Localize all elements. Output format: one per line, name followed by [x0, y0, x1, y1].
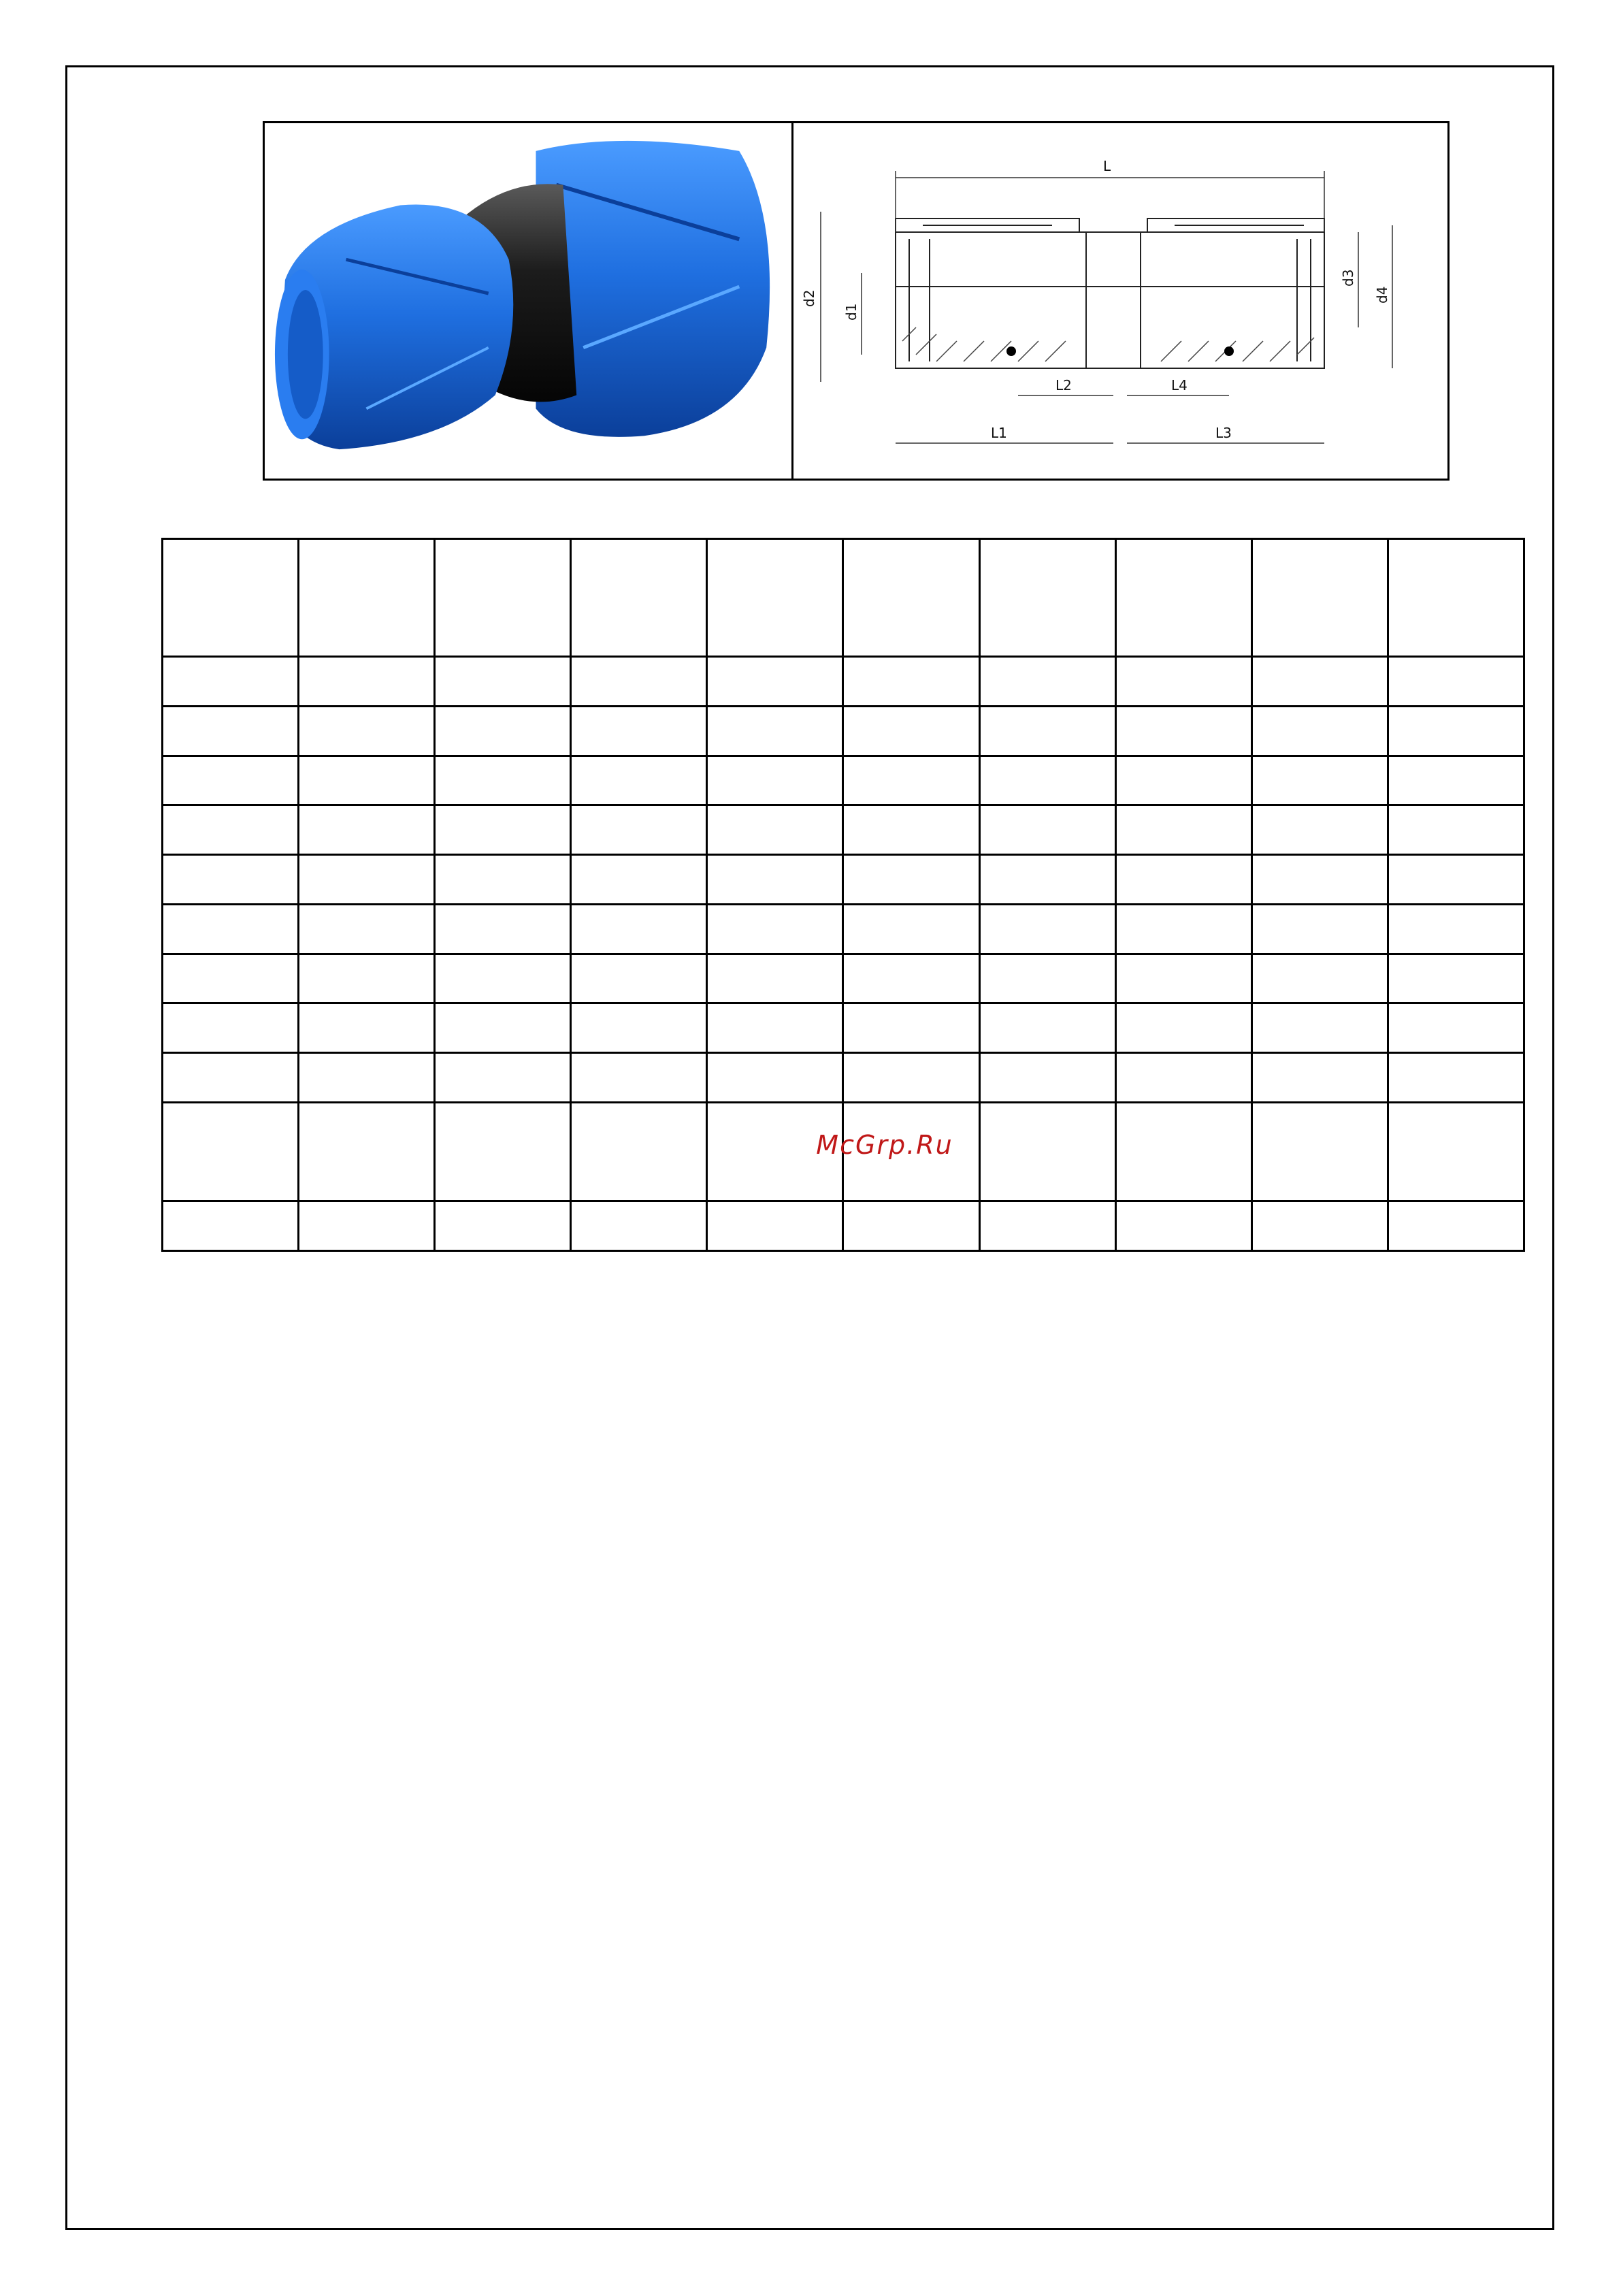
table-cell: [435, 657, 571, 707]
table-cell: [163, 855, 299, 905]
table-cell: [979, 904, 1115, 954]
table-cell: [163, 954, 299, 1003]
table-cell: [707, 954, 843, 1003]
table-cell: [979, 954, 1115, 1003]
table-cell: [571, 539, 707, 657]
dim-label-L: L: [1103, 158, 1111, 174]
table-cell: [1251, 756, 1388, 805]
table-cell: [1115, 756, 1251, 805]
table-row: [163, 1003, 1524, 1053]
table-cell: [843, 539, 979, 657]
table-cell: [1251, 805, 1388, 855]
table-cell: [571, 1003, 707, 1053]
table-cell: [1251, 855, 1388, 905]
table-cell: [435, 904, 571, 954]
table-row: [163, 954, 1524, 1003]
table-cell: [435, 539, 571, 657]
table-cell: [979, 539, 1115, 657]
table-cell: [843, 1201, 979, 1251]
table-cell: [571, 1053, 707, 1103]
table-cell: [979, 706, 1115, 756]
table-cell: [299, 1102, 435, 1201]
table-cell: [1388, 539, 1524, 657]
table-cell: [299, 954, 435, 1003]
table-row: [163, 1053, 1524, 1103]
table-cell: [571, 1201, 707, 1251]
table-cell: [707, 756, 843, 805]
table-cell: [1115, 954, 1251, 1003]
table-row: [163, 904, 1524, 954]
table-cell: [707, 855, 843, 905]
table-cell: [299, 1003, 435, 1053]
table-cell: [299, 1053, 435, 1103]
table-cell: [843, 706, 979, 756]
table-cell: [1388, 1053, 1524, 1103]
table-cell: [1388, 657, 1524, 707]
product-photo: [265, 123, 793, 479]
dim-label-d3: d3: [1340, 269, 1356, 287]
table-cell: [1115, 904, 1251, 954]
table-cell: [435, 1201, 571, 1251]
table-cell: [1251, 1053, 1388, 1103]
table-cell: [163, 1201, 299, 1251]
table-cell: [1388, 756, 1524, 805]
technical-drawing: [793, 123, 1447, 479]
table-cell: [435, 954, 571, 1003]
table-cell: [843, 1053, 979, 1103]
table-cell: [707, 904, 843, 954]
dim-label-L1: L1: [991, 425, 1007, 441]
table-cell: [299, 706, 435, 756]
table-cell: [1115, 855, 1251, 905]
table-cell: [1388, 805, 1524, 855]
dim-label-L3: L3: [1215, 425, 1232, 441]
table-cell: [843, 855, 979, 905]
table-cell: [163, 1102, 299, 1201]
table-cell: [163, 706, 299, 756]
table-cell: [435, 1053, 571, 1103]
table-cell: [979, 1053, 1115, 1103]
table-cell: [571, 805, 707, 855]
table-cell: [1251, 954, 1388, 1003]
table-cell: [435, 756, 571, 805]
fitting-photo-illustration: [265, 123, 791, 479]
dim-label-L2: L2: [1055, 377, 1072, 393]
table-cell: [1388, 904, 1524, 954]
table-cell: [1115, 539, 1251, 657]
watermark: McGrp.Ru: [816, 1130, 953, 1160]
table-cell: [571, 855, 707, 905]
table-cell: [435, 1102, 571, 1201]
table-cell: [163, 756, 299, 805]
table-cell: [299, 756, 435, 805]
table-cell: [435, 706, 571, 756]
table-cell: [435, 1003, 571, 1053]
table-cell: [707, 1201, 843, 1251]
dim-label-d4: d4: [1374, 286, 1390, 304]
table-cell: [1251, 657, 1388, 707]
table-cell: [843, 954, 979, 1003]
table-cell: [299, 904, 435, 954]
table-cell: [843, 756, 979, 805]
table-cell: [707, 1053, 843, 1103]
table-row: [163, 706, 1524, 756]
table-cell: [299, 805, 435, 855]
table-cell: [707, 805, 843, 855]
table-cell: [1388, 855, 1524, 905]
table-cell: [979, 1003, 1115, 1053]
table-cell: [979, 756, 1115, 805]
table-header-row: [163, 539, 1524, 657]
table-cell: [299, 657, 435, 707]
table-cell: [1388, 706, 1524, 756]
table-cell: [1251, 539, 1388, 657]
table-cell: [299, 855, 435, 905]
table-cell: [1251, 1102, 1388, 1201]
table-cell: [1251, 904, 1388, 954]
table-cell: [979, 657, 1115, 707]
table-row: [163, 657, 1524, 707]
table-cell: [299, 539, 435, 657]
table-cell: [435, 855, 571, 905]
table-cell: [163, 805, 299, 855]
table-cell: [1251, 706, 1388, 756]
product-figure: [263, 121, 1450, 481]
table-cell: [1115, 657, 1251, 707]
dim-label-d1: d1: [843, 303, 859, 321]
table-cell: [1251, 1003, 1388, 1053]
table-row: [163, 855, 1524, 905]
table-cell: [1388, 954, 1524, 1003]
table-cell: [299, 1201, 435, 1251]
table-cell: [979, 1201, 1115, 1251]
table-cell: [163, 1003, 299, 1053]
table-cell: [843, 904, 979, 954]
table-cell: [571, 756, 707, 805]
table-cell: [843, 657, 979, 707]
table-cell: [707, 1003, 843, 1053]
table-cell: [1115, 1053, 1251, 1103]
table-cell: [571, 657, 707, 707]
table-cell: [435, 805, 571, 855]
table-cell: [163, 1053, 299, 1103]
table-cell: [1115, 1201, 1251, 1251]
table-cell: [707, 657, 843, 707]
table-row: [163, 756, 1524, 805]
table-cell: [1388, 1003, 1524, 1053]
table-cell: [707, 706, 843, 756]
table-cell: [843, 1003, 979, 1053]
table-cell: [163, 657, 299, 707]
table-cell: [1251, 1201, 1388, 1251]
table-row: [163, 805, 1524, 855]
table-cell: [571, 706, 707, 756]
table-cell: [571, 904, 707, 954]
table-cell: [979, 805, 1115, 855]
cross-section-drawing: [793, 123, 1447, 479]
dim-label-d2: d2: [801, 289, 817, 307]
table-cell: [979, 855, 1115, 905]
table-cell: [163, 539, 299, 657]
table-cell: [163, 904, 299, 954]
table-cell: [1115, 1003, 1251, 1053]
table-cell: [707, 539, 843, 657]
table-cell: [1115, 706, 1251, 756]
table-cell: [1388, 1102, 1524, 1201]
table-cell: [843, 805, 979, 855]
table-cell: [1115, 1102, 1251, 1201]
table-row: [163, 1201, 1524, 1251]
table-cell: [1115, 805, 1251, 855]
table-cell: [571, 954, 707, 1003]
table-cell: [1388, 1201, 1524, 1251]
dim-label-L4: L4: [1171, 377, 1188, 393]
